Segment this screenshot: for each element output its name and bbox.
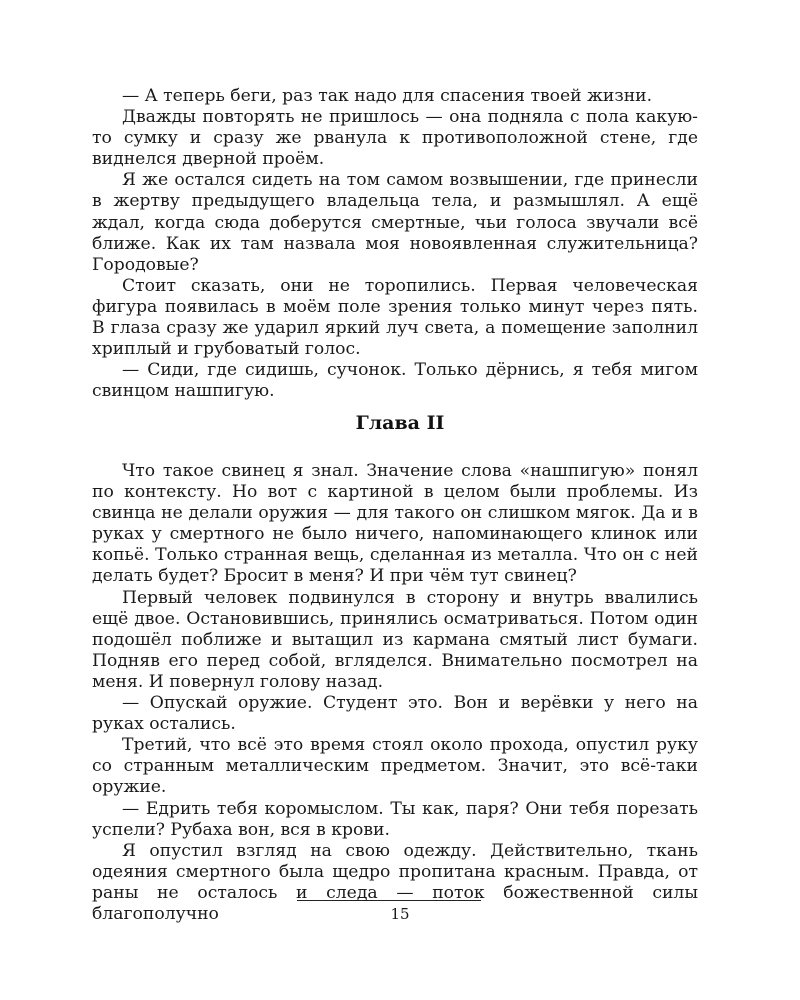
paragraph: Дважды повторять не пришлось — она подняла с пола какую-то сумку и сразу же рванула к противоположной стене, где виднелся дверной проём.	[92, 107, 698, 170]
paragraph: Стоит сказать, они не торопились. Первая человеческая фигура появилась в моём поле зрения только минут через пять. В глаза сразу же ударил яркий луч света, а помещение заполнил хриплый и грубоватый голос.	[92, 275, 698, 360]
footer-divider	[297, 900, 481, 901]
page-number: 15	[390, 905, 410, 923]
paragraph: — Сиди, где сидишь, сучонок. Только дёрнись, я тебя мигом свинцом нашпигую.	[92, 360, 698, 402]
paragraph: Я опустил взгляд на свою одежду. Действительно, ткань одеяния смертного была щедро пропитана красным. Правда, от раны не осталось и следа — поток божественной силы благополучно	[92, 840, 698, 924]
paragraph: Я же остался сидеть на том самом возвышении, где принесли в жертву предыдущего владельца тела, и размышлял. А ещё ждал, когда сюда доберутся смертные, чьи голоса звучали всё ближе. Как их там назвала моя новоявленная служительница? Городовые?	[92, 170, 698, 275]
paragraph: Что такое свинец я знал. Значение слова «нашпигую» понял по контексту. Но вот с картиной в целом были проблемы. Из свинца не делали оружия — для такого он слишком мягок. Да и в руках у смертного не было ничего, напоминающего клинок или копьё. Только странная вещь, сделанная из металла. Что он с ней делать будет? Бросит в меня? И при чём тут свинец?	[92, 461, 698, 587]
chapter-text-block	[92, 461, 698, 925]
paragraph: Первый человек подвинулся в сторону и внутрь ввалились ещё двое. Остановившись, принялись осматриваться. Потом один подошёл поближе и вытащил из кармана смятый лист бумаги. Подняв его перед собой, вгляделся. Внимательно посмотрел на меня. И повернул голову назад.	[92, 587, 698, 692]
paragraph: Третий, что всё это время стоял около прохода, опустил руку со странным металлическим предметом. Значит, это всё-таки оружие.	[92, 735, 698, 798]
paragraph: — Опускай оружие. Студент это. Вон и верёвки у него на руках остались.	[92, 693, 698, 735]
chapter-title: Глава II	[355, 412, 445, 434]
paragraph: — А теперь беги, раз так надо для спасения твоей жизни.	[122, 86, 653, 106]
paragraph: — Едрить тебя коромыслом. Ты как, паря? Они тебя порезать успели? Рубаха вон, вся в крови.	[92, 798, 698, 840]
top-text-block	[92, 86, 698, 402]
